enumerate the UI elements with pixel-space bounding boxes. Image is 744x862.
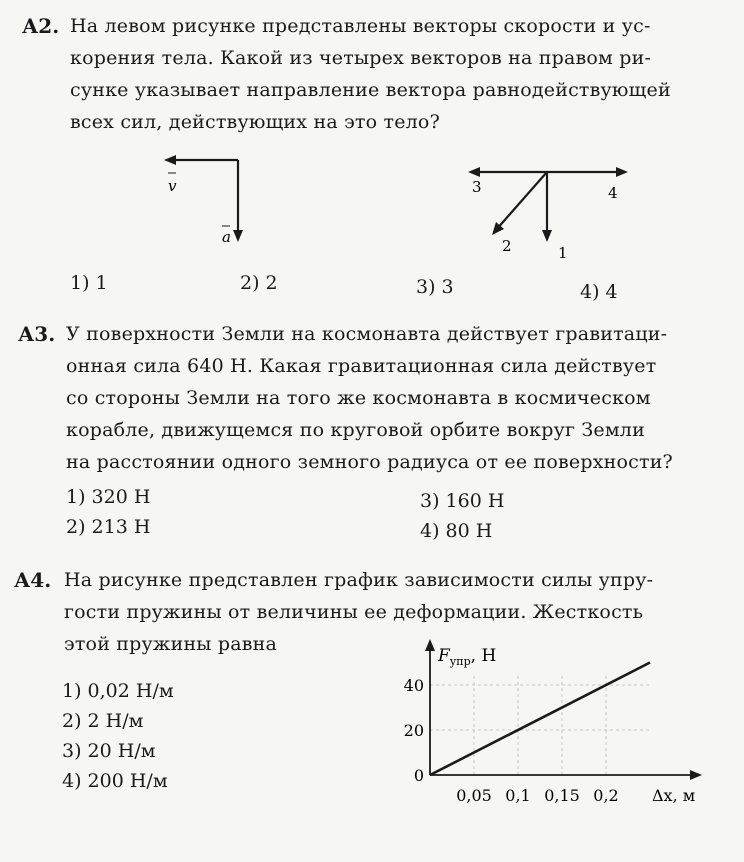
y-axis-label (437, 646, 496, 668)
question-a4-label: А4. (14, 568, 52, 592)
question-a2-line-2: корения тела. Какой из четырех векторов на правом ри- (70, 47, 652, 69)
a3-option-3: 3) 160 Н (420, 490, 505, 512)
question-a4-line-1: На рисунке представлен график зависимости силы упру- (64, 569, 654, 591)
question-a2-line-3: сунке указывает направление вектора равнодействующей (70, 79, 671, 101)
y-tick-label-0: 0 (413, 766, 424, 785)
acceleration-arrowhead (233, 230, 243, 242)
question-a3-line-3: со стороны Земли на того же космонавта в космическом (66, 387, 651, 409)
a3-option-2: 2) 213 Н (66, 516, 151, 538)
question-a4-line-2: гости пружины от величины ее деформации. Жесткость (64, 601, 644, 623)
data-series-line (430, 663, 650, 776)
question-a2-label: А2. (22, 14, 60, 38)
a4-option-4: 4) 200 Н/м (62, 770, 168, 792)
y-axis-label-main: F (438, 646, 450, 666)
x-tick-label-0: 0,05 (456, 786, 492, 805)
force-deformation-chart (360, 635, 730, 815)
velocity-label: v (168, 177, 177, 195)
question-a2-line-1: На левом рисунке представлены векторы скорости и ус- (70, 15, 651, 37)
y-tick-label-1: 20 (403, 721, 424, 740)
vector-3-label: 3 (472, 178, 482, 196)
y-tick-label-2: 40 (403, 676, 424, 695)
vector-2-label: 2 (502, 237, 512, 255)
x-axis-label: Δx, м (652, 786, 696, 805)
velocity-arrowhead (164, 155, 176, 165)
y-tick-labels (404, 676, 424, 785)
a2-option-1: 1) 1 (70, 272, 108, 294)
velocity-acceleration-figure (150, 148, 260, 253)
question-a3-label: А3. (18, 322, 56, 346)
a2-option-4: 4) 4 (580, 281, 618, 303)
a4-option-1: 1) 0,02 Н/м (62, 680, 174, 702)
vector-2 (496, 172, 547, 230)
vector-4-arrowhead (616, 167, 628, 177)
question-a3-line-1: У поверхности Земли на космонавта действует гравитаци- (66, 323, 668, 345)
vector-1-arrowhead (542, 230, 552, 242)
x-tick-labels (456, 786, 619, 805)
y-axis-label-unit: , Н (470, 646, 497, 666)
question-a3-line-5: на расстоянии одного земного радиуса от ее поверхности? (66, 451, 673, 473)
question-a2-line-4: всех сил, действующих на это тело? (70, 111, 440, 133)
x-tick-label-3: 0,2 (593, 786, 619, 805)
x-tick-label-2: 0,15 (544, 786, 580, 805)
acceleration-label: a (222, 228, 231, 246)
chart-grid (430, 673, 650, 775)
question-a3-line-2: онная сила 640 Н. Какая гравитационная сила действует (66, 355, 657, 377)
a2-option-3: 3) 3 (416, 276, 454, 298)
a2-option-2: 2) 2 (240, 272, 278, 294)
question-a3-line-4: корабле, движущемся по круговой орбите вокруг Земли (66, 419, 645, 441)
x-tick-label-1: 0,1 (505, 786, 531, 805)
four-vectors-figure (462, 158, 642, 268)
a3-option-1: 1) 320 Н (66, 486, 151, 508)
question-a4-line-3: этой пружины равна (64, 633, 278, 655)
vector-4-label: 4 (608, 184, 618, 202)
vector-1-label: 1 (558, 244, 568, 262)
a4-option-2: 2) 2 Н/м (62, 710, 144, 732)
y-axis-label-sub: упр (449, 655, 471, 668)
a3-option-4: 4) 80 Н (420, 520, 493, 542)
x-axis-arrowhead (690, 770, 702, 780)
vector-3-arrowhead (468, 167, 480, 177)
y-axis-arrowhead (425, 639, 435, 651)
a4-option-3: 3) 20 Н/м (62, 740, 156, 762)
